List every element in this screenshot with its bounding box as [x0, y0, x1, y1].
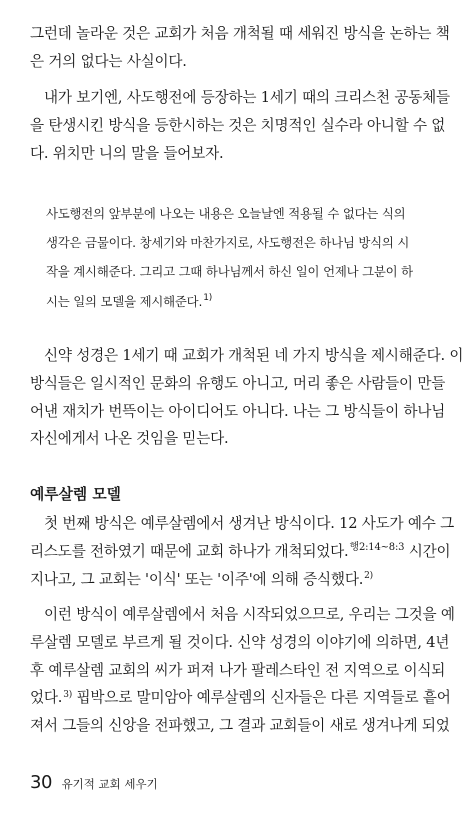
running-title: 유기적 교회 세우기	[61, 777, 158, 791]
text-line: 루살렘 모델로 부르게 될 것이다. 신약 성경의 이야기에 의하면, 4년	[30, 633, 450, 651]
paragraph-first-way	[30, 510, 455, 593]
text-line: 져서 그들의 신앙을 전파했고, 그 결과 교회들이 새로 생겨나게 되었	[30, 717, 450, 735]
text-line-with-note	[30, 566, 442, 594]
paragraph-opinion	[30, 84, 450, 167]
text-line: 자신에게서 나온 것임을 믿는다.	[30, 430, 229, 448]
quote-line: 사도행전의 앞부분에 나오는 내용은 오늘날엔 적용될 수 없다는 식의	[46, 206, 406, 221]
section-heading: 예루살렘 모델	[30, 486, 121, 503]
text-line: 다. 위치만 니의 말을 들어보자.	[30, 144, 224, 162]
text-line: 방식들은 일시적인 문화의 유행도 아니고, 머리 좋은 사람들이 만들	[30, 374, 446, 392]
quote-text: 시는 일의 모델을 제시해준다.	[46, 293, 203, 309]
paragraph-jerusalem-model	[30, 601, 455, 740]
page-footer	[30, 773, 158, 794]
scripture-reference: 행2:14~8:3	[349, 541, 405, 553]
text-line: 첫 번째 방식은 예루살렘에서 생겨난 방식이다. 12 사도가 예수 그	[44, 515, 455, 532]
page-number: 30	[30, 772, 52, 793]
text-line: 은 거의 없다는 사실이다.	[30, 52, 187, 70]
footnote-marker: 3)	[63, 689, 73, 700]
quote-line: 생각은 금물이다. 창세기와 마찬가지로, 사도행전은 하나님 방식의 시	[46, 235, 410, 251]
text-line: 후 예루살렘 교회의 씨가 퍼져 나가 팔레스타인 전 지역으로 이식되	[30, 661, 446, 679]
text-line: 을 탄생시킨 방식을 등한시하는 것은 치명적인 실수라 아니할 수 없	[30, 116, 446, 134]
quote-line-last	[46, 287, 426, 316]
text-segment: 리스도를 전하였기 때문에 교회 하나가 개척되었다.	[30, 542, 349, 560]
text-segment: 시간이	[404, 542, 451, 560]
text-line-with-ref	[30, 538, 451, 566]
text-segment: 핍박으로 말미암아 예루살렘의 신자들은 다른 지역들로 흩어	[72, 689, 451, 707]
paragraph-four-ways	[30, 342, 464, 453]
text-line: 어낸 재치가 번뜩이는 아이디어도 아니다. 나는 그 방식들이 하나님	[30, 402, 446, 420]
quote-line: 작을 계시해준다. 그리고 그때 하나님께서 하신 일이 언제나 그분이 하	[46, 264, 413, 280]
text-line-with-note	[30, 684, 451, 712]
text-line: 신약 성경은 1세기 때 교회가 개척된 네 가지 방식을 제시해준다. 이	[44, 347, 464, 364]
paragraph-intro	[30, 20, 450, 76]
block-quote	[46, 199, 426, 316]
text-segment: 지나고, 그 교회는 '이식' 또는 '이주'에 의해 증식했다.	[30, 570, 364, 588]
text-line: 이런 방식이 예루살렘에서 처음 시작되었으므로, 우리는 그것을 예	[44, 606, 455, 623]
text-line: 내가 보기엔, 사도행전에 등장하는 1세기 때의 크리스천 공동체들	[44, 89, 450, 106]
footnote-marker: 2)	[364, 570, 373, 581]
text-line: 그런데 놀라운 것은 교회가 처음 개척될 때 세워진 방식을 논하는 책	[30, 25, 450, 42]
text-segment: 었다.	[30, 689, 63, 707]
footnote-marker: 1)	[203, 293, 213, 304]
